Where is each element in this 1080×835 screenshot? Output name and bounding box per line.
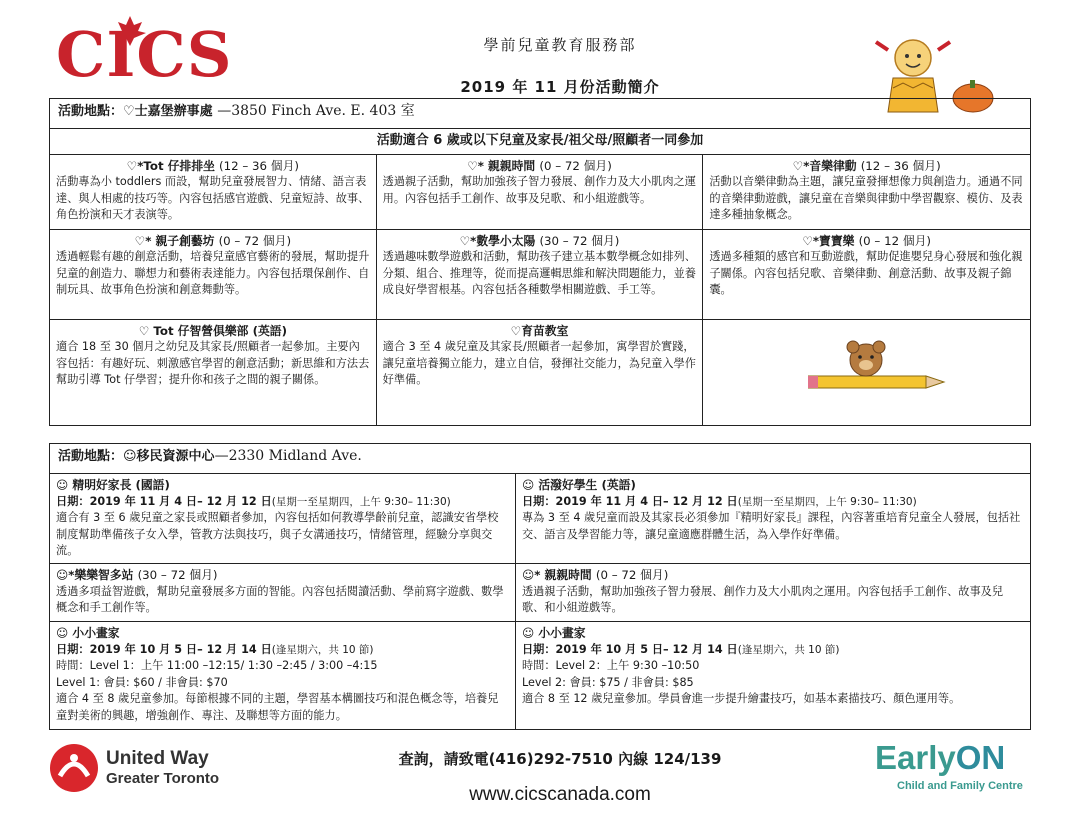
program-description: 適合 4 至 8 歲兒童參加。每節根據不同的主題，學習基本構圖技巧和混色概念等，培養兒童對美術的興趣，增強創作、專注、及聯想等方面的能力。 [56,692,499,722]
program-cell [376,229,703,319]
program-description: 適合 3 至 4 歲兒童及其家長/照顧者一起參加，寓學習於實踐，讓兒童培養獨立能力，建立自信，發揮社交能力，為兒童入學作好準備。 [382,340,696,386]
united-way-logo [48,740,228,796]
program-title: ☺* 親親時間 [521,568,592,582]
program-title: ♡* 親子創藝坊 [134,233,215,248]
program-description: 透過多種類的感官和互動遊戲，幫助促進嬰兒身心發展和強化親子關係。內容包括兒歌、音樂律動、創意活動、故事及親子錦囊。 [709,250,1023,296]
program-age: (30 – 72 個月) [137,568,218,582]
program-age: (30 – 72 個月) [539,233,620,248]
program-date: 日期：2019 年 11 月 4 日– 12 月 12 日 [56,494,272,508]
site2-location-label: 活動地點：☺移民資源中心 [58,449,215,464]
program-description: 透過輕鬆有趣的創意活動，培養兒童感官藝術的發展，幫助提升兒童的創造力、聯想力和藝術表達能力。內容包括環保創作、自制玩具、故事角色扮演和創意舞動等。 [56,250,370,296]
program-description: 適合有 3 至 6 歲兒童之家長或照顧者參加，內容包括如何教導學齡前兒童，認識安省學校制度幫助準備孩子女入學，管教方法與技巧，與子女溝通技巧，情緒管理，經驗分享與交流。 [56,511,499,557]
program-title: ♡ Tot 仔智營俱樂部 (英語) [138,323,287,338]
program-description: 活動以音樂律動為主題，讓兒童發揮想像力與創造力。通過不同的音樂律動遊戲，讓兒童在音樂與律動中學習觀察、模仿、及表達多種抽象概念。 [709,175,1023,221]
site2-address: —2330 Midland Ave. [214,448,362,464]
program-cell [50,154,377,229]
site2-location-row [50,444,1031,474]
earlyon-word-on: ON [955,739,1006,776]
site2-schedule-table [49,443,1031,730]
program-title: ♡*寶寶樂 [802,233,855,248]
program-title: ☺*樂樂智多站 [56,568,134,582]
program-title: ☺ 小小畫家 [56,626,120,640]
united-way-hand-icon [48,742,100,794]
site1-location-row [50,99,1031,129]
program-title: ♡* 親親時間 [467,158,536,173]
program-cell [50,564,516,622]
program-cell [376,319,703,425]
united-way-name: United Way [106,748,209,769]
program-cell [703,229,1031,319]
program-cell [515,622,1030,730]
program-date: 日期：2019 年 10 月 5 日– 12 月 14 日 [56,642,272,656]
program-age: (0 – 72 個月) [539,158,612,173]
program-cell [50,319,377,425]
program-title: ♡*Tot 仔排排坐 [126,158,215,173]
program-age: (12 – 36 個月) [860,158,941,173]
program-date-note: (星期一至星期四，上午 9:30– 11:30) [271,495,451,508]
program-cell [50,622,516,730]
program-description: 適合 8 至 12 歲兒童參加。學員會進一步提升繪畫技巧，如基本素描技巧、顏色運用等。 [521,692,961,705]
earlyon-subtitle: Child and Family Centre [897,780,1023,792]
program-title: ♡育苗教室 [510,323,569,338]
program-age: (0 – 72 個月) [218,233,292,248]
program-cell [515,474,1030,564]
month-title: 2019 年 11 月份活動簡介 [460,78,660,96]
bear-with-pencil-illustration [808,340,948,400]
cics-logo-text: CICS [56,18,233,91]
earlyon-word-early: Early [875,739,956,776]
program-time: 時間：Level 1：上午 11:00 –12:15/ 1:30 –2:45 / 3:00 –4:15 [56,659,378,672]
program-title: ♡*音樂律動 [792,158,857,173]
site1-location-label: 活動地點：♡士嘉堡辦事處 [58,104,213,119]
program-cell [515,564,1030,622]
program-date-note: (逢星期六，共 10 節) [271,643,374,656]
program-cell [703,154,1031,229]
earlyon-logo [875,740,1025,800]
cics-logo [48,16,258,100]
program-age: (0 – 12 個月) [858,233,932,248]
program-date: 日期：2019 年 10 月 5 日– 12 月 14 日 [521,642,738,656]
program-description: 透過多項益智遊戲，幫助兒童發展多方面的智能。內容包括閱讀活動、學前寫字遊戲、數學概念和手工創作等。 [56,584,504,614]
program-time: 時間：Level 2：上午 9:30 –10:50 [521,659,700,672]
program-fee: Level 1: 會員: $60 / 非會員: $70 [56,675,228,689]
site1-eligibility-banner: 活動適合 6 歲或以下兒童及家長/祖父母/照顧者一同參加 [50,129,1031,155]
program-description: 透過親子活動，幫助加強孩子智力發展、創作力及大小肌肉之運用。內容包括手工創作、故事及兒歌、和小組遊戲等。 [521,584,1004,614]
program-cell [50,474,516,564]
program-title: ☺ 小小畫家 [521,626,586,640]
program-description: 活動專為小 toddlers 而設，幫助兒童發展智力、情緒、語言表達、與人相處的技巧等。內容包括感官遊戲、兒童短詩、故事、角色扮演和天才表演等。 [56,175,370,221]
program-date-note: (星期一至星期四，上午 9:30– 11:30) [737,495,917,508]
program-age: (0 – 72 個月) [595,568,669,582]
program-cell [376,154,703,229]
program-description: 適合 18 至 30 個月之幼兒及其家長/照顧者一起參加。主要內容包括：有趣好玩、刺激感官學習的創意活動；新思維和方法去幫助引導 Tot 仔學習；提升你和孩子之間的親子關係。 [56,340,370,386]
inquiry-phone: 查詢，請致電(416)292-7510 內線 124/139 [398,750,722,768]
program-age: (12 – 36 個月) [219,158,300,173]
site1-address: —3850 Finch Ave. E. 403 室 [217,103,415,119]
program-description: 透過趣味數學遊戲和活動，幫助孩子建立基本數學概念如排列、分類、組合、推理等，從而提高邏輯思維和解決問題能力，並養成良好學習根基。內容包括各種數學相關遊戲、手工等。 [382,250,696,296]
united-way-region: Greater Toronto [106,770,220,787]
program-fee: Level 2: 會員: $75 / 非會員: $85 [521,675,694,689]
program-date: 日期：2019 年 11 月 4 日– 12 月 12 日 [521,494,738,508]
program-cell [50,229,377,319]
website-link[interactable]: www.cicscanada.com [469,784,651,805]
department-name: 學前兒童教育服務部 [483,36,637,54]
program-title: ☺ 精明好家長 (國語) [56,478,170,492]
program-description: 透過親子活動，幫助加強孩子智力發展、創作力及大小肌肉之運用。內容包括手工創作、故事及兒歌、和小組遊戲等。 [382,175,696,205]
program-description: 專為 3 至 4 歲兒童而設及其家長必須參加『精明好家長』課程，內容著重培育兒童全人發展，包括社交、語言及學習能力等，讓兒童適應群體生活，為入學作好準備。 [521,511,1021,541]
program-title: ☺ 活潑好學生 (英語) [521,478,636,492]
program-date-note: (逢星期六，共 10 節) [737,643,840,656]
program-title: ♡*數學小太陽 [459,233,536,248]
